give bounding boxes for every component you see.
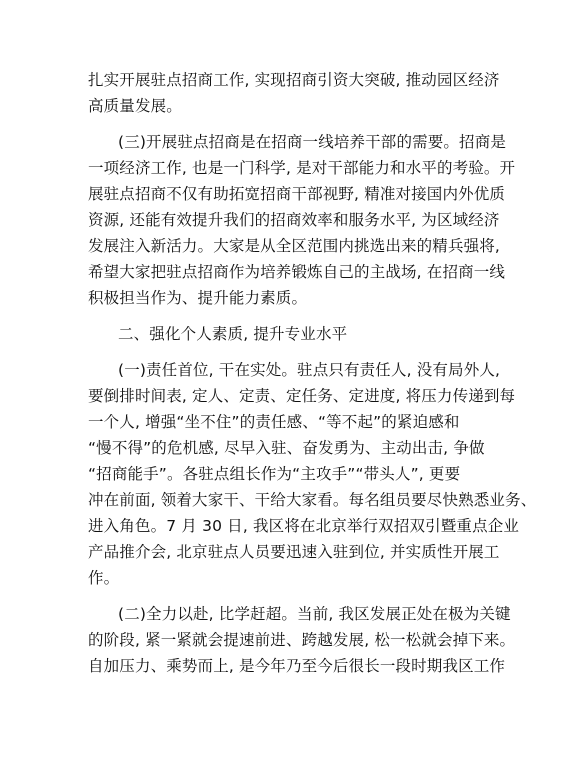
text-line: 的阶段, 紧一紧就会提速前进、跨越发展, 松一松就会掉下来。 — [88, 631, 516, 649]
paragraph-item-1 — [88, 357, 537, 591]
section-heading — [88, 321, 508, 347]
text-line: 自加压力、乘势而上, 是今年乃至今后很长一段时期我区工作 — [88, 657, 506, 675]
text-line: (二)全力以赴, 比学赶超。当前, 我区发展正处在极为关键 — [118, 605, 511, 623]
text-line: 产品推介会, 北京驻点人员要迅速入驻到位, 并实质性开展工 — [88, 543, 500, 561]
text-line: (三)开展驻点招商是在招商一线培养干部的需要。招商是 — [118, 133, 506, 151]
paragraph-section-3 — [88, 129, 516, 311]
text-line: 展驻点招商不仅有助拓宽招商干部视野, 精准对接国内外优质 — [88, 185, 506, 203]
text-line: 要倒排时间表, 定人、定责、定任务、定进度, 将压力传递到每 — [88, 387, 516, 405]
text-line: 一个人, 增强“坐不住”的责任感、“等不起”的紧迫感和 — [88, 413, 460, 431]
text-line: 冲在前面, 领着大家干、干给大家看。每名组员要尽快熟悉业务、 — [88, 491, 537, 509]
text-line: “招商能手”。各驻点组长作为“主攻手”“带头人”, 更要 — [88, 465, 461, 483]
text-line: 扎实开展驻点招商工作, 实现招商引资大突破, 推动园区经济 — [88, 71, 500, 89]
heading-line: 二、强化个人素质, 提升专业水平 — [118, 325, 348, 343]
text-line: (一)责任首位, 干在实处。驻点只有责任人, 没有局外人, — [118, 361, 501, 379]
text-line: 高质量发展。 — [88, 97, 182, 115]
text-line: 资源, 还能有效提升我们的招商效率和服务水平, 为区域经济 — [88, 211, 500, 229]
document-body — [88, 67, 537, 679]
text-line: 进入角色。7 月 30 日, 我区将在北京举行双招双引暨重点企业 — [88, 517, 520, 535]
text-line: 积极担当作为、提升能力素质。 — [88, 289, 308, 307]
text-line: 一项经济工作, 也是一门科学, 是对干部能力和水平的考验。开 — [88, 159, 516, 177]
text-line: 希望大家把驻点招商作为培养锻炼自己的主战场, 在招商一线 — [88, 263, 506, 281]
text-line: “慢不得”的危机感, 尽早入驻、奋发勇为、主动出击, 争做 — [88, 439, 485, 457]
text-line: 发展注入新活力。大家是从全区范围内挑选出来的精兵强将, — [88, 237, 500, 255]
paragraph-item-2 — [88, 601, 516, 679]
text-line: 作。 — [88, 569, 120, 587]
paragraph-continuation — [88, 67, 508, 119]
